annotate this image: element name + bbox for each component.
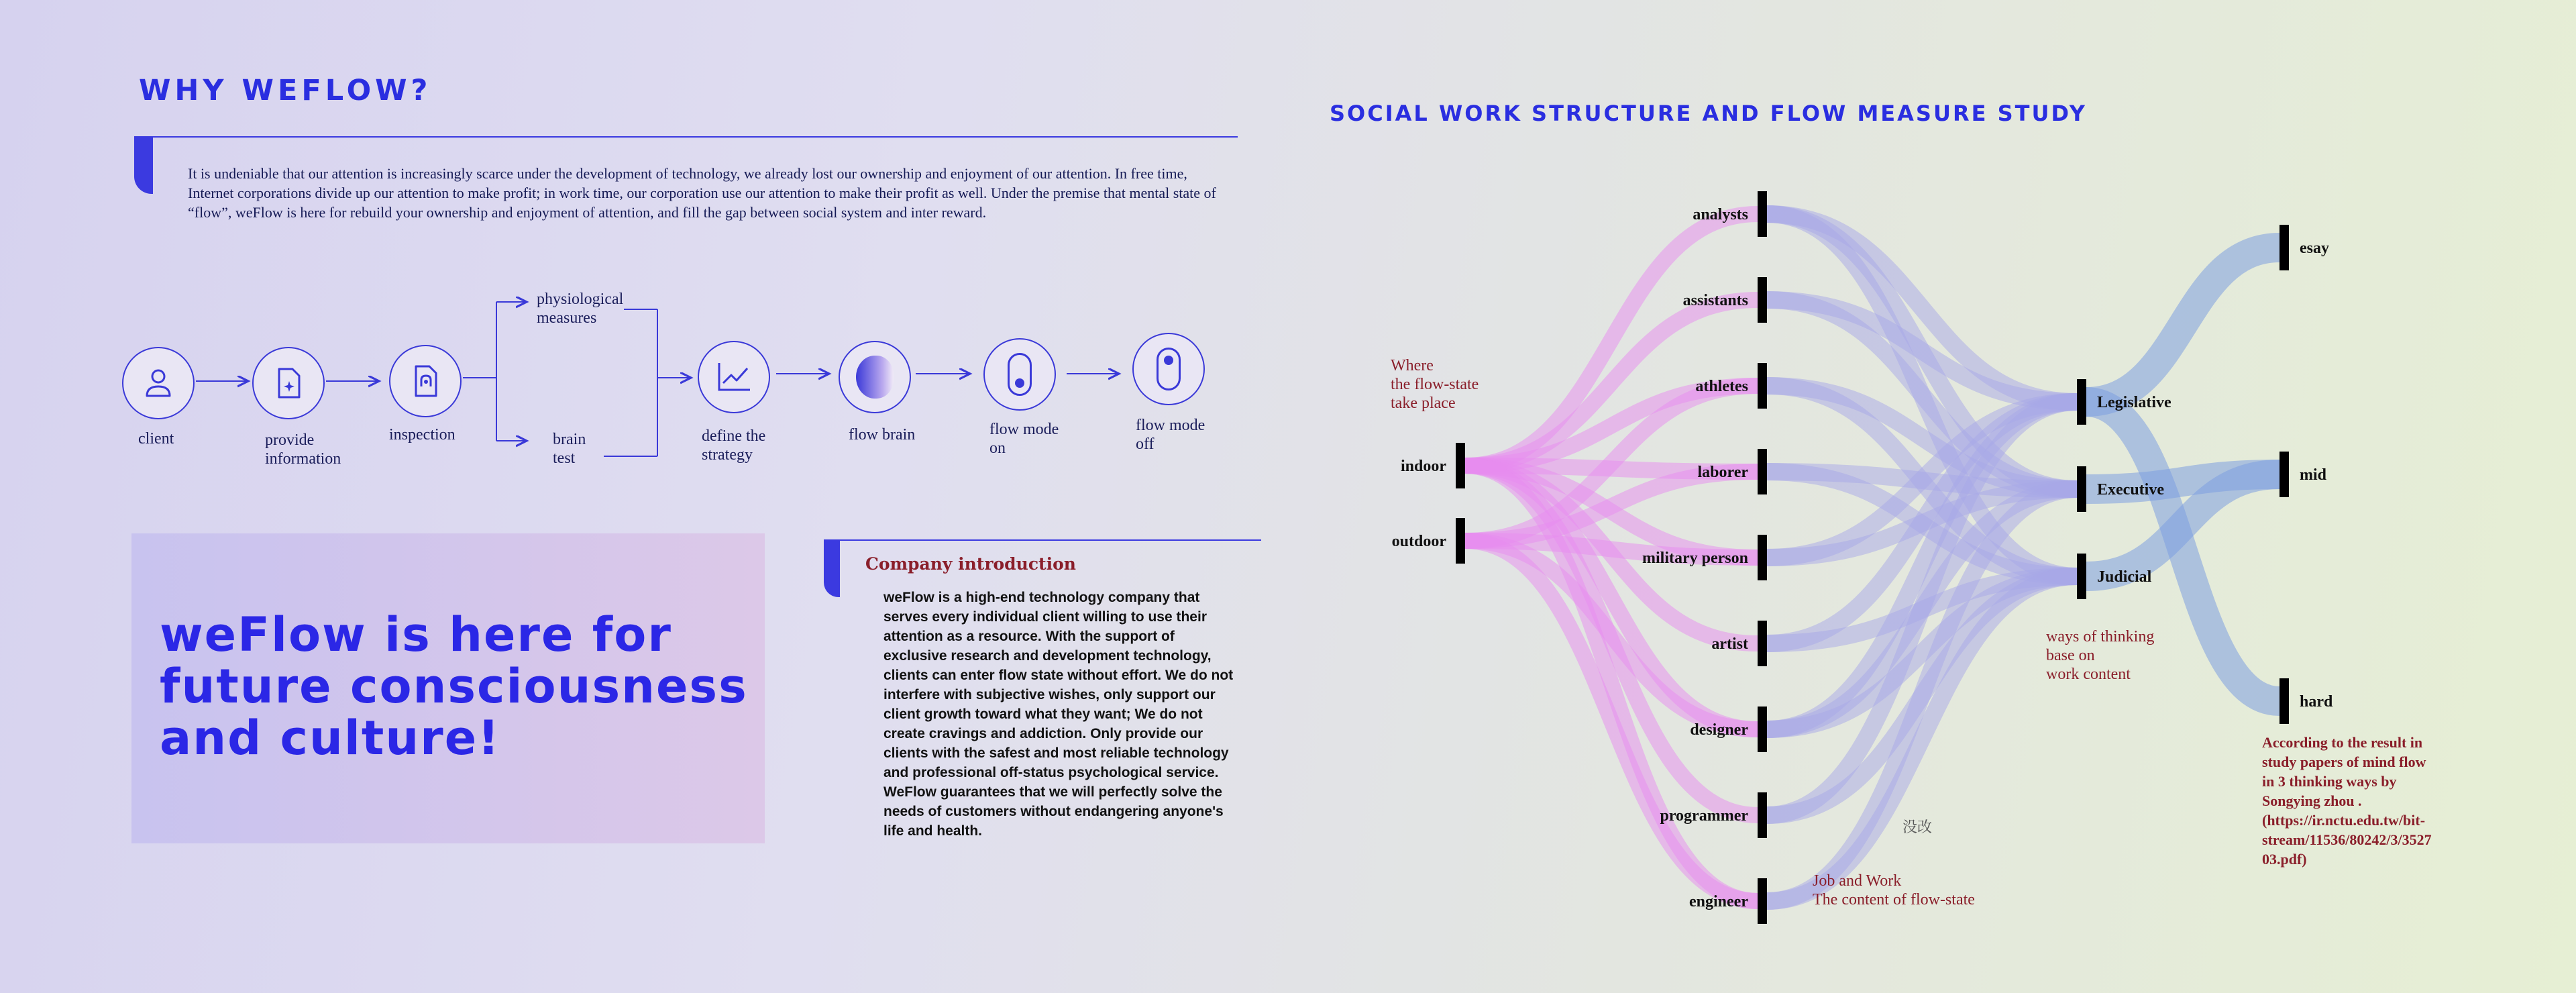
flow-mode-off-node xyxy=(1132,333,1205,405)
document-sparkle-icon xyxy=(275,366,302,400)
note-job-2: The content of flow-state xyxy=(1813,891,1975,908)
node-label-outdoor: outdoor xyxy=(1391,533,1446,550)
note-thinking-1: ways of thinking xyxy=(2046,628,2155,645)
note-job-1: Job and Work xyxy=(1813,872,1902,890)
node-label-indoor: indoor xyxy=(1400,458,1446,475)
node-artist xyxy=(1758,621,1767,666)
note-thinking-2: base on xyxy=(2046,647,2095,664)
node-laborer xyxy=(1758,449,1767,494)
note-thinking-3: work content xyxy=(2046,666,2131,683)
research-note-line: Songying zhou . xyxy=(2262,792,2362,809)
process-connectors xyxy=(0,0,1275,496)
node-label-artist: artist xyxy=(1711,635,1748,653)
define-strategy-node xyxy=(698,341,770,413)
provide-information-node xyxy=(252,347,325,419)
node-esay xyxy=(2279,225,2289,270)
node-indoor xyxy=(1456,443,1465,488)
research-note-line: in 3 thinking ways by xyxy=(2262,773,2397,790)
flow-mode-on-label: flow mode on xyxy=(989,421,1059,457)
line-chart-icon xyxy=(715,360,753,394)
why-weflow-title: WHY WEFLOW? xyxy=(139,74,432,107)
research-note-line: stream/11536/80242/3/3527 xyxy=(2262,831,2432,848)
provide-information-label: provide information xyxy=(265,431,341,468)
brain-gradient-icon xyxy=(856,356,894,399)
user-icon xyxy=(143,366,174,400)
node-executive xyxy=(2077,466,2086,512)
slogan-text: weFlow is here for future consciousness and culture! xyxy=(160,607,748,766)
node-label-engineer: engineer xyxy=(1689,893,1748,910)
node-assistants xyxy=(1758,277,1767,323)
note-where-1: Where xyxy=(1391,357,1434,374)
link-legislative-to-hard xyxy=(2086,402,2279,701)
company-accent-bar xyxy=(824,539,840,597)
brain-test-label: brain test xyxy=(553,431,586,467)
node-mid xyxy=(2279,452,2289,497)
sankey-notes xyxy=(1391,357,2154,908)
node-analysts xyxy=(1758,191,1767,237)
research-note-line: study papers of mind flow xyxy=(2262,753,2426,770)
company-heading: Company introduction xyxy=(865,554,1076,574)
node-military-person xyxy=(1758,535,1767,580)
research-note-line: According to the result in xyxy=(2262,734,2423,751)
client-label: client xyxy=(138,430,174,448)
node-label-executive: Executive xyxy=(2097,481,2164,499)
node-label-esay: esay xyxy=(2300,240,2329,257)
note-where-3: take place xyxy=(1391,395,1456,412)
node-legislative xyxy=(2077,379,2086,425)
physiological-measures-label: physiological measures xyxy=(537,291,624,327)
node-label-programmer: programmer xyxy=(1660,807,1748,825)
client-node xyxy=(122,347,195,419)
toggle-off-icon xyxy=(1157,348,1181,390)
company-text: weFlow is a high-end technology company that serves every individual client willing to use their attention as a resource. With the support of exclusive research and development technology, clients can enter flow state without effort. We do not interfere with subjective wishes, only support our client growth toward what they want; We do not create cravings and addiction. Only provide our clients with the safest and most reliable technology and professional off-status psychological service. WeFlow guarantees that we will perfectly solve the needs of customers without endangering anyone's life and health. xyxy=(883,590,1234,839)
node-engineer xyxy=(1758,878,1767,924)
node-label-analysts: analysts xyxy=(1693,206,1748,223)
research-note-line: (https://ir.nctu.edu.tw/bit- xyxy=(2262,812,2426,829)
node-programmer xyxy=(1758,792,1767,838)
inspection-label: inspection xyxy=(389,426,455,443)
node-judicial xyxy=(2077,554,2086,599)
link-legislative-to-esay xyxy=(2086,248,2279,402)
flow-mode-on-node xyxy=(983,338,1056,411)
document-check-icon xyxy=(412,364,439,399)
node-label-legislative: Legislative xyxy=(2097,394,2171,411)
research-note xyxy=(2262,733,2490,869)
company-rule xyxy=(824,539,1261,541)
node-designer xyxy=(1758,707,1767,752)
node-label-hard: hard xyxy=(2300,693,2333,711)
node-label-athletes: athletes xyxy=(1695,378,1748,395)
node-athletes xyxy=(1758,363,1767,409)
toggle-on-icon xyxy=(1008,353,1032,396)
node-label-mid: mid xyxy=(2300,466,2327,484)
node-label-judicial: Judicial xyxy=(2097,568,2152,586)
node-label-assistants: assistants xyxy=(1682,292,1748,309)
inspection-node xyxy=(389,345,462,417)
node-label-designer: designer xyxy=(1690,721,1748,739)
flow-brain-label: flow brain xyxy=(849,426,916,443)
flow-brain-node xyxy=(839,341,911,413)
define-strategy-label: define the strategy xyxy=(702,427,766,464)
note-where-2: the flow-state xyxy=(1391,376,1479,393)
research-note-line: 03.pdf) xyxy=(2262,851,2307,868)
node-label-laborer: laborer xyxy=(1697,464,1748,481)
node-hard xyxy=(2279,678,2289,724)
intro-paragraph: It is undeniable that our attention is increasingly scarce under the development of technology, we already lost our ownership and enjoyment of our attention. In free time, Internet corporations divide up our attention to make profit; in work time, our corporation use our attention to make their profit as well. Under the premise that mental state of “flow”, weFlow is here for rebuild your ownership and enjoyment of attention, and fill the gap between social system and inter reward. xyxy=(188,165,1216,221)
note-unchanged: 没改 xyxy=(1902,819,1933,836)
sankey-links xyxy=(1465,214,2279,901)
flow-mode-off-label: flow mode off xyxy=(1136,417,1205,453)
study-title: SOCIAL WORK STRUCTURE AND FLOW MEASURE STUDY xyxy=(1330,101,2087,126)
node-label-military-person: military person xyxy=(1642,550,1748,567)
node-outdoor xyxy=(1456,518,1465,564)
